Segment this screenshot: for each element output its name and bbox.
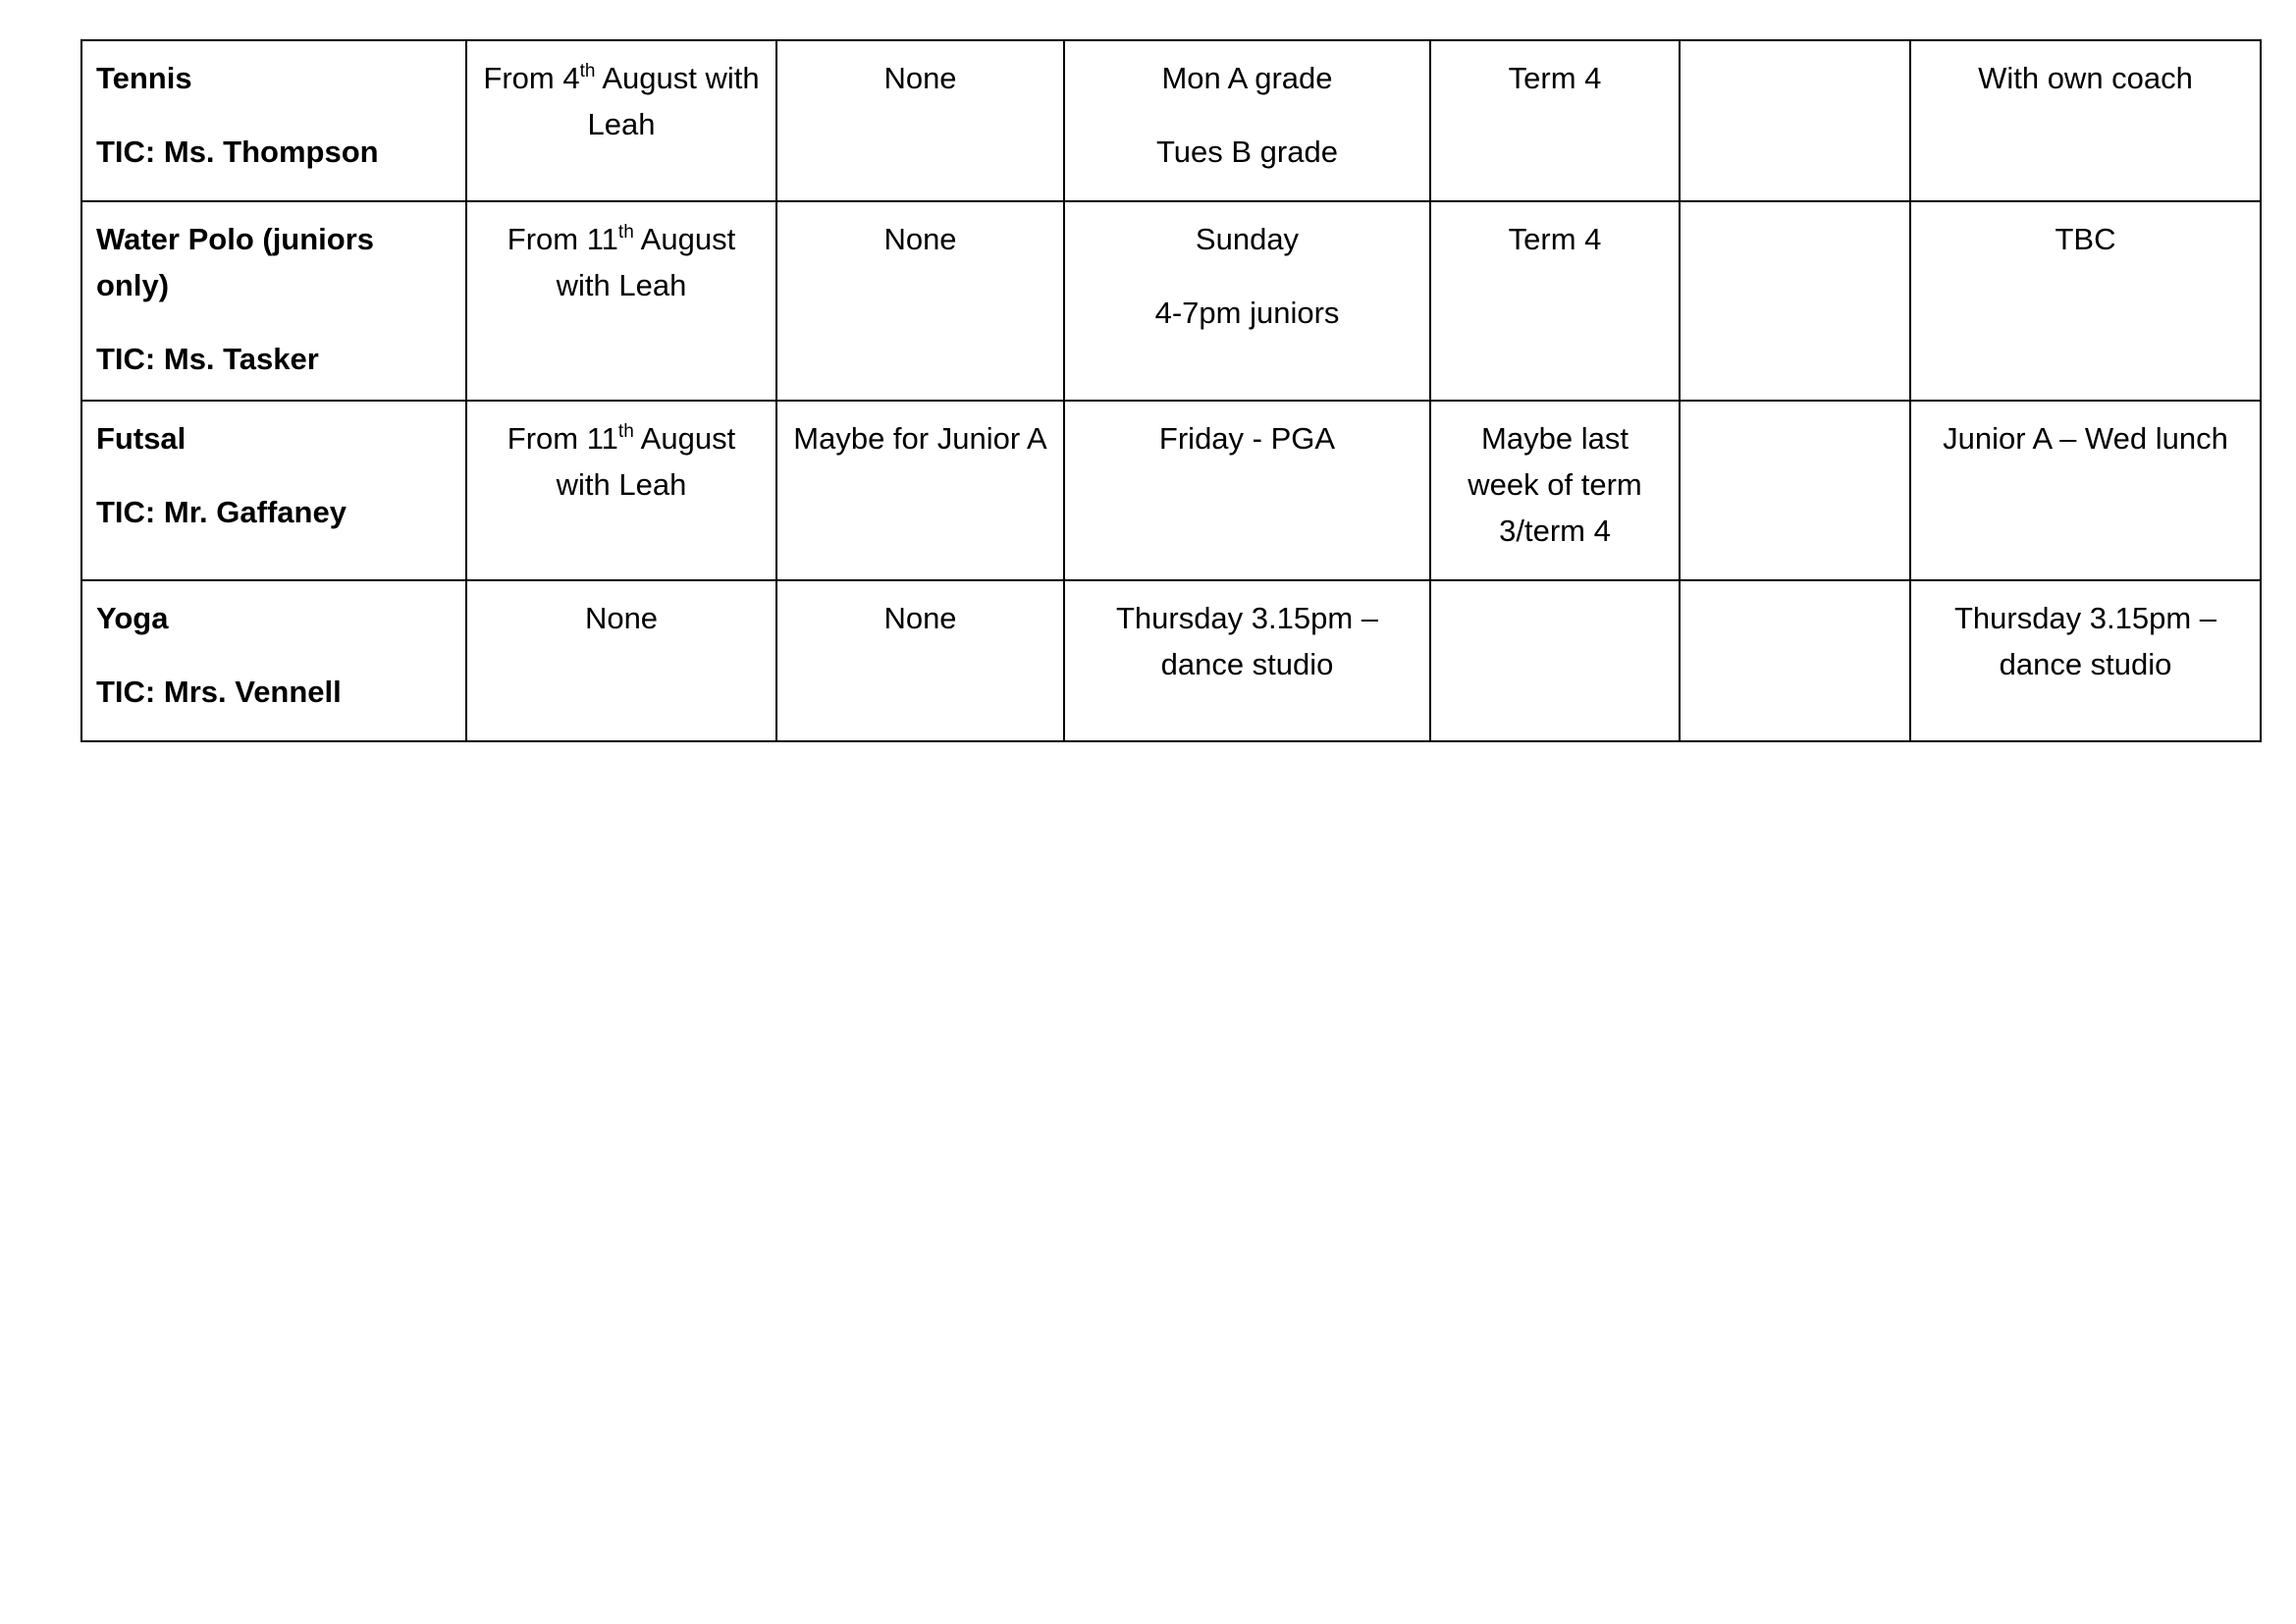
col7-cell: TBC [1910,201,2261,401]
col3-cell: None [776,580,1064,741]
table-row [81,201,2261,401]
table-row [81,40,2261,201]
col6-cell [1680,201,1910,401]
trials-cell: From 11th August with Leah [466,201,776,401]
trials-cell: From 11th August with Leah [466,401,776,580]
sport-cell [81,580,466,741]
col4-cell: Thursday 3.15pm – dance studio [1064,580,1430,741]
teacher-in-charge: TIC: Ms. Tasker [96,342,319,376]
col6-cell [1680,580,1910,741]
col4-cell: Friday - PGA [1064,401,1430,580]
col3-cell: None [776,40,1064,201]
sport-name: Yoga [96,601,169,635]
col7-cell: Junior A – Wed lunch [1910,401,2261,580]
col6-cell [1680,40,1910,201]
col5-cell: Term 4 [1430,201,1680,401]
trials-cell: None [466,580,776,741]
col4-cell: Sunday 4-7pm juniors [1064,201,1430,401]
trials-cell: From 4th August with Leah [466,40,776,201]
col3-cell: Maybe for Junior A [776,401,1064,580]
col7-cell: Thursday 3.15pm – dance studio [1910,580,2261,741]
table-row [81,580,2261,741]
sport-cell [81,401,466,580]
col5-cell: Maybe last week of term 3/term 4 [1430,401,1680,580]
col4-cell: Mon A grade Tues B grade [1064,40,1430,201]
col6-cell [1680,401,1910,580]
sport-name: Tennis [96,61,192,95]
col7-cell: With own coach [1910,40,2261,201]
sports-schedule-table [80,39,2262,742]
teacher-in-charge: TIC: Ms. Thompson [96,135,379,169]
teacher-in-charge: TIC: Mr. Gaffaney [96,495,347,529]
table-row [81,401,2261,580]
sport-cell [81,201,466,401]
sport-cell [81,40,466,201]
teacher-in-charge: TIC: Mrs. Vennell [96,675,342,709]
sport-name: Futsal [96,421,187,456]
col5-cell: Term 4 [1430,40,1680,201]
sport-name: Water Polo (juniors only) [96,222,375,302]
col5-cell [1430,580,1680,741]
col3-cell: None [776,201,1064,401]
